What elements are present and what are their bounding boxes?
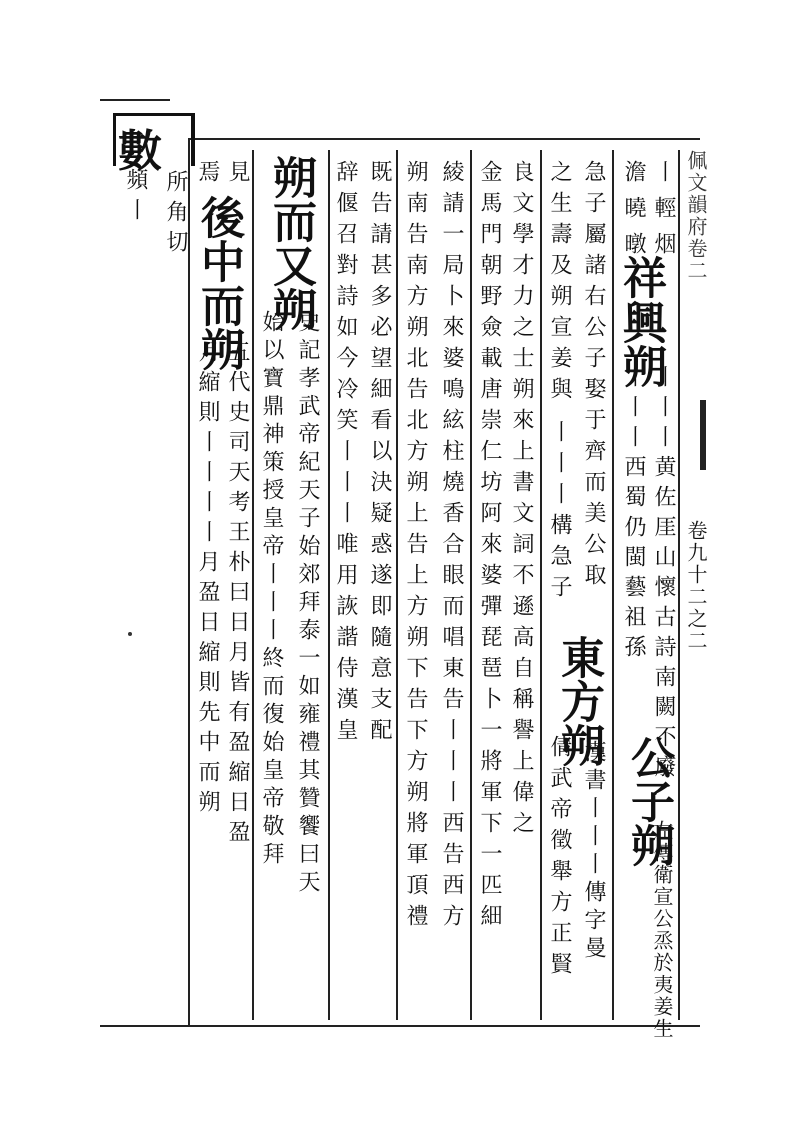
margin-top-right: 佩文韻府卷二	[684, 150, 708, 282]
headword: 興朔	[615, 300, 666, 388]
top-edge-rule	[100, 99, 170, 101]
text-column: 既告請甚多必望細看以決疑惑遂即隨意支配	[367, 160, 392, 749]
text-column: 五代史司天考王朴曰日月皆有盈縮日盈	[225, 340, 250, 850]
text-column: 綾請一局卜來婆鳴絃柱燒香合眼而唱東告丨丨丨西告西方	[439, 160, 464, 935]
header-title: 數	[118, 126, 162, 177]
headword: 祥	[615, 255, 666, 301]
header-subtitle: 所角切	[163, 170, 188, 260]
text-column: 良文學才力之士朔來上書文詞不遜高自稱譽上偉之	[509, 160, 534, 842]
header-subtitle-2: 頻丨	[123, 168, 148, 228]
text-column: 丨丨丨西蜀仍閩藝祖孫	[621, 365, 646, 665]
text-column: 焉	[195, 160, 220, 196]
column-divider	[540, 150, 542, 1020]
headword: 後中而朔	[193, 195, 244, 371]
frame-top-rule	[190, 138, 700, 140]
text-column: 丨丨丨構急子	[547, 420, 572, 606]
scan-speck	[128, 632, 132, 636]
column-divider	[612, 150, 614, 1020]
column-divider	[470, 150, 472, 1020]
text-column: 丨丨丨黄佐厓山懷古詩南闕不廢	[651, 365, 676, 785]
text-column: 澹曉暾	[621, 160, 646, 268]
text-column: 倩武帝徵舉方正賢	[547, 735, 572, 983]
text-column: 急子屬諸右公子娶于齊而美公取	[581, 160, 606, 594]
column-divider	[678, 150, 680, 1020]
margin-side-label: 卷九十二之二	[684, 520, 708, 652]
text-column: 史記孝武帝紀天子始郊拜泰一如雍禮其贊饗曰天	[295, 310, 320, 898]
text-column: 月縮則丨丨丨丨月盈日縮則先中而朔	[195, 340, 220, 820]
frame-right-rule	[700, 400, 706, 470]
column-divider	[328, 150, 330, 1020]
headword: 公子朔	[623, 735, 674, 867]
text-column: 朔南告南方朔北告北方朔上告上方朔下告下方朔將軍頂禮	[403, 160, 428, 935]
text-column: 金馬門朝野僉載唐崇仁坊阿來婆彈琵琶卜一將軍下一匹細	[477, 160, 502, 935]
text-column: 見	[225, 160, 250, 196]
text-column: 之生壽及朔宣姜與	[547, 160, 572, 408]
text-column: 丨輕烟	[651, 160, 676, 268]
frame-bottom-rule	[100, 1025, 700, 1027]
text-column: 左傳衛宣公烝於夷姜生	[650, 820, 674, 1040]
headword: 東方朔	[553, 635, 604, 767]
frame-left-rule	[188, 138, 190, 1025]
column-divider	[396, 150, 398, 1020]
text-column: 漢書丨丨丨傳字曼	[581, 740, 606, 964]
headword: 朔而又朔	[265, 155, 316, 331]
text-column: 始以寶鼎神策授皇帝丨丨丨終而復始皇帝敬拜	[259, 310, 284, 870]
column-divider	[252, 150, 254, 1020]
text-column: 辞偃召對詩如今冷笑丨丨丨唯用詼諧侍漢皇	[333, 160, 358, 749]
